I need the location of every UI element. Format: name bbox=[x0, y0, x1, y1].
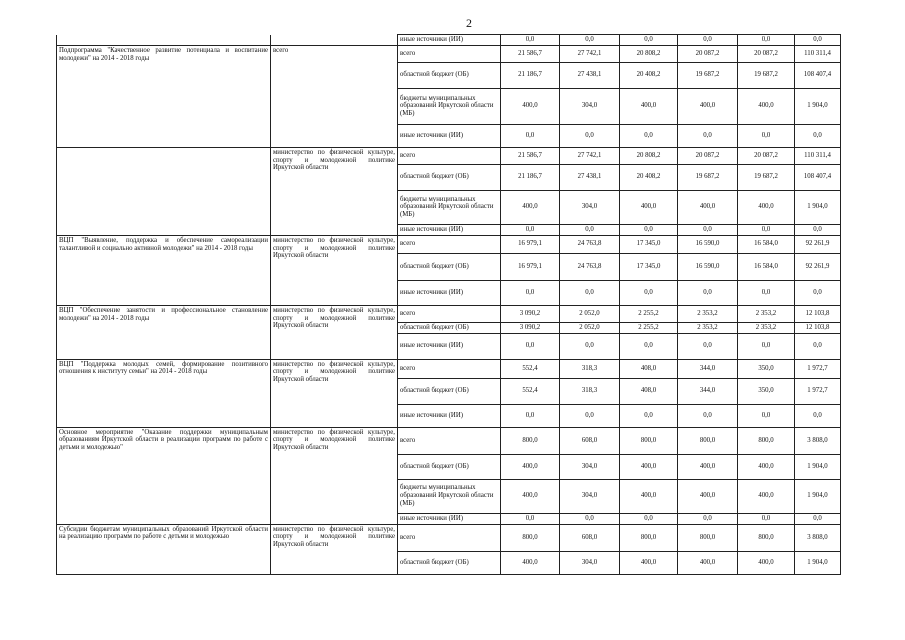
year-value-cell: 20 087,2 bbox=[678, 147, 738, 164]
year-value-cell: 344,0 bbox=[678, 359, 738, 378]
year-value-cell: 0,0 bbox=[501, 35, 560, 46]
total-value-cell: 0,0 bbox=[795, 513, 841, 524]
program-name-cell: Субсидии бюджетам муниципальных образований Иркутской области на реализацию программ по работе с детьми и молодежью bbox=[57, 524, 271, 574]
year-value-cell: 408,0 bbox=[620, 359, 678, 378]
year-value-cell: 2 052,0 bbox=[560, 322, 620, 333]
year-value-cell: 344,0 bbox=[678, 378, 738, 404]
year-value-cell: 21 186,7 bbox=[501, 164, 560, 190]
funding-source-cell: иные источники (ИИ) bbox=[398, 224, 501, 235]
funding-source-cell: всего bbox=[398, 359, 501, 378]
year-value-cell: 400,0 bbox=[620, 454, 678, 479]
total-value-cell: 12 103,8 bbox=[795, 305, 841, 322]
funding-source-cell: всего bbox=[398, 235, 501, 253]
year-value-cell: 20 808,2 bbox=[620, 45, 678, 62]
year-value-cell: 400,0 bbox=[678, 88, 738, 124]
year-value-cell: 19 687,2 bbox=[678, 164, 738, 190]
year-value-cell: 17 345,0 bbox=[620, 253, 678, 280]
responsible-executor-cell: министерство по физической культуре, спорту и молодежной политике Иркутской области bbox=[271, 427, 398, 524]
total-value-cell: 3 808,0 bbox=[795, 427, 841, 454]
year-value-cell: 304,0 bbox=[560, 190, 620, 224]
year-value-cell: 0,0 bbox=[560, 404, 620, 427]
year-value-cell: 304,0 bbox=[560, 479, 620, 513]
year-value-cell: 24 763,8 bbox=[560, 235, 620, 253]
funding-source-cell: областной бюджет (ОБ) bbox=[398, 62, 501, 88]
year-value-cell: 0,0 bbox=[560, 224, 620, 235]
year-value-cell: 408,0 bbox=[620, 378, 678, 404]
year-value-cell: 21 186,7 bbox=[501, 62, 560, 88]
year-value-cell: 16 590,0 bbox=[678, 235, 738, 253]
year-value-cell: 0,0 bbox=[678, 224, 738, 235]
year-value-cell: 20 087,2 bbox=[738, 147, 795, 164]
total-value-cell: 1 972,7 bbox=[795, 359, 841, 378]
year-value-cell: 0,0 bbox=[501, 513, 560, 524]
year-value-cell: 400,0 bbox=[620, 551, 678, 574]
year-value-cell: 800,0 bbox=[620, 427, 678, 454]
year-value-cell: 0,0 bbox=[560, 513, 620, 524]
funding-source-cell: бюджеты муниципальных образований Иркутской области (МБ) bbox=[398, 479, 501, 513]
table-row bbox=[57, 359, 841, 378]
total-value-cell: 1 904,0 bbox=[795, 88, 841, 124]
year-value-cell: 0,0 bbox=[620, 280, 678, 305]
year-value-cell: 2 353,2 bbox=[738, 322, 795, 333]
year-value-cell: 400,0 bbox=[738, 88, 795, 124]
total-value-cell: 1 904,0 bbox=[795, 190, 841, 224]
funding-source-cell: областной бюджет (ОБ) bbox=[398, 454, 501, 479]
funding-source-cell: всего bbox=[398, 147, 501, 164]
year-value-cell: 16 584,0 bbox=[738, 235, 795, 253]
responsible-cell-empty bbox=[271, 35, 398, 46]
year-value-cell: 0,0 bbox=[678, 333, 738, 359]
total-value-cell: 1 904,0 bbox=[795, 551, 841, 574]
year-value-cell: 350,0 bbox=[738, 359, 795, 378]
funding-source-cell: бюджеты муниципальных образований Иркутской области (МБ) bbox=[398, 190, 501, 224]
funding-source-cell: областной бюджет (ОБ) bbox=[398, 253, 501, 280]
table-row bbox=[57, 305, 841, 322]
year-value-cell: 0,0 bbox=[678, 513, 738, 524]
year-value-cell: 400,0 bbox=[620, 479, 678, 513]
year-value-cell: 16 979,1 bbox=[501, 253, 560, 280]
funding-source-cell: областной бюджет (ОБ) bbox=[398, 322, 501, 333]
responsible-executor-cell: министерство по физической культуре, спорту и молодежной политике Иркутской области bbox=[271, 235, 398, 305]
year-value-cell: 400,0 bbox=[738, 190, 795, 224]
total-value-cell: 1 972,7 bbox=[795, 378, 841, 404]
year-value-cell: 0,0 bbox=[501, 404, 560, 427]
year-value-cell: 3 090,2 bbox=[501, 305, 560, 322]
year-value-cell: 0,0 bbox=[501, 333, 560, 359]
total-value-cell: 0,0 bbox=[795, 124, 841, 147]
year-value-cell: 0,0 bbox=[620, 224, 678, 235]
funding-source-cell: всего bbox=[398, 524, 501, 551]
year-value-cell: 400,0 bbox=[501, 88, 560, 124]
total-value-cell: 92 261,9 bbox=[795, 235, 841, 253]
year-value-cell: 800,0 bbox=[678, 524, 738, 551]
year-value-cell: 0,0 bbox=[560, 124, 620, 147]
year-value-cell: 27 438,1 bbox=[560, 62, 620, 88]
year-value-cell: 16 979,1 bbox=[501, 235, 560, 253]
year-value-cell: 20 087,2 bbox=[738, 45, 795, 62]
year-value-cell: 27 438,1 bbox=[560, 164, 620, 190]
program-name-cell: Основное мероприятие "Оказание поддержки муниципальным образованиям Иркутской области в реализации программ по работе с детьми и молодежью" bbox=[57, 427, 271, 524]
responsible-executor-cell: министерство по физической культуре, спорту и молодежной политике Иркутской области bbox=[271, 147, 398, 235]
total-value-cell: 0,0 bbox=[795, 404, 841, 427]
year-value-cell: 400,0 bbox=[501, 190, 560, 224]
year-value-cell: 0,0 bbox=[560, 280, 620, 305]
year-value-cell: 350,0 bbox=[738, 378, 795, 404]
year-value-cell: 27 742,1 bbox=[560, 147, 620, 164]
year-value-cell: 0,0 bbox=[678, 280, 738, 305]
total-value-cell: 108 407,4 bbox=[795, 164, 841, 190]
program-name-cell bbox=[57, 147, 271, 235]
year-value-cell: 16 590,0 bbox=[678, 253, 738, 280]
year-value-cell: 0,0 bbox=[501, 280, 560, 305]
year-value-cell: 400,0 bbox=[678, 454, 738, 479]
year-value-cell: 17 345,0 bbox=[620, 235, 678, 253]
year-value-cell: 400,0 bbox=[738, 551, 795, 574]
year-value-cell: 552,4 bbox=[501, 359, 560, 378]
year-value-cell: 0,0 bbox=[678, 404, 738, 427]
table-row bbox=[57, 35, 841, 46]
year-value-cell: 400,0 bbox=[620, 190, 678, 224]
year-value-cell: 400,0 bbox=[501, 551, 560, 574]
year-value-cell: 608,0 bbox=[560, 524, 620, 551]
table-row bbox=[57, 235, 841, 253]
year-value-cell: 21 586,7 bbox=[501, 45, 560, 62]
year-value-cell: 400,0 bbox=[620, 88, 678, 124]
year-value-cell: 400,0 bbox=[678, 190, 738, 224]
funding-source-cell: иные источники (ИИ) bbox=[398, 404, 501, 427]
responsible-executor-cell: всего bbox=[271, 45, 398, 147]
year-value-cell: 20 408,2 bbox=[620, 62, 678, 88]
year-value-cell: 400,0 bbox=[678, 551, 738, 574]
total-value-cell: 0,0 bbox=[795, 224, 841, 235]
year-value-cell: 2 052,0 bbox=[560, 305, 620, 322]
total-value-cell: 92 261,9 bbox=[795, 253, 841, 280]
year-value-cell: 0,0 bbox=[560, 35, 620, 46]
year-value-cell: 304,0 bbox=[560, 551, 620, 574]
year-value-cell: 27 742,1 bbox=[560, 45, 620, 62]
year-value-cell: 0,0 bbox=[620, 513, 678, 524]
year-value-cell: 400,0 bbox=[738, 479, 795, 513]
year-value-cell: 800,0 bbox=[501, 427, 560, 454]
year-value-cell: 19 687,2 bbox=[738, 164, 795, 190]
total-value-cell: 12 103,8 bbox=[795, 322, 841, 333]
year-value-cell: 2 255,2 bbox=[620, 322, 678, 333]
year-value-cell: 20 087,2 bbox=[678, 45, 738, 62]
year-value-cell: 800,0 bbox=[738, 427, 795, 454]
funding-source-cell: иные источники (ИИ) bbox=[398, 513, 501, 524]
year-value-cell: 400,0 bbox=[501, 454, 560, 479]
year-value-cell: 0,0 bbox=[738, 404, 795, 427]
year-value-cell: 400,0 bbox=[678, 479, 738, 513]
year-value-cell: 318,3 bbox=[560, 378, 620, 404]
year-value-cell: 304,0 bbox=[560, 88, 620, 124]
year-value-cell: 2 353,2 bbox=[678, 322, 738, 333]
program-name-cell: ВЦП "Обеспечение занятости и профессиональное становление молодежи" на 2014 - 2018 годы bbox=[57, 305, 271, 359]
year-value-cell: 2 255,2 bbox=[620, 305, 678, 322]
year-value-cell: 19 687,2 bbox=[678, 62, 738, 88]
budget-table bbox=[56, 34, 841, 575]
funding-source-cell: иные источники (ИИ) bbox=[398, 280, 501, 305]
funding-source-cell: иные источники (ИИ) bbox=[398, 35, 501, 46]
year-value-cell: 0,0 bbox=[738, 35, 795, 46]
table-row bbox=[57, 147, 841, 164]
year-value-cell: 16 584,0 bbox=[738, 253, 795, 280]
program-name-cell: Подпрограмма "Качественное развитие потенциала и воспитание молодежи" на 2014 - 2018 годы bbox=[57, 45, 271, 147]
year-value-cell: 0,0 bbox=[678, 35, 738, 46]
total-value-cell: 110 311,4 bbox=[795, 45, 841, 62]
page-number: 2 bbox=[466, 16, 472, 30]
total-value-cell: 110 311,4 bbox=[795, 147, 841, 164]
program-name-cell: ВЦП "Поддержка молодых семей, формирование позитивного отношения к институту семьи" на 2014 - 2018 годы bbox=[57, 359, 271, 427]
responsible-executor-cell: министерство по физической культуре, спорту и молодежной политике Иркутской области bbox=[271, 359, 398, 427]
total-value-cell: 1 904,0 bbox=[795, 454, 841, 479]
year-value-cell: 608,0 bbox=[560, 427, 620, 454]
year-value-cell: 2 353,2 bbox=[738, 305, 795, 322]
year-value-cell: 800,0 bbox=[501, 524, 560, 551]
table-row bbox=[57, 45, 841, 62]
year-value-cell: 0,0 bbox=[560, 333, 620, 359]
year-value-cell: 400,0 bbox=[738, 454, 795, 479]
year-value-cell: 0,0 bbox=[738, 124, 795, 147]
year-value-cell: 304,0 bbox=[560, 454, 620, 479]
funding-source-cell: иные источники (ИИ) bbox=[398, 333, 501, 359]
program-name-cell: ВЦП "Выявление, поддержка и обеспечение самореализации талантливой и социально активной молодежи" на 2014 - 2018 годы bbox=[57, 235, 271, 305]
year-value-cell: 0,0 bbox=[738, 224, 795, 235]
year-value-cell: 0,0 bbox=[501, 224, 560, 235]
program-cell-empty bbox=[57, 35, 271, 46]
funding-source-cell: областной бюджет (ОБ) bbox=[398, 378, 501, 404]
funding-source-cell: областной бюджет (ОБ) bbox=[398, 164, 501, 190]
year-value-cell: 318,3 bbox=[560, 359, 620, 378]
total-value-cell: 1 904,0 bbox=[795, 479, 841, 513]
responsible-executor-cell: министерство по физической культуре, спорту и молодежной политике Иркутской области bbox=[271, 305, 398, 359]
total-value-cell: 0,0 bbox=[795, 35, 841, 46]
year-value-cell: 0,0 bbox=[620, 124, 678, 147]
year-value-cell: 2 353,2 bbox=[678, 305, 738, 322]
funding-source-cell: иные источники (ИИ) bbox=[398, 124, 501, 147]
year-value-cell: 800,0 bbox=[620, 524, 678, 551]
funding-source-cell: всего bbox=[398, 305, 501, 322]
funding-source-cell: областной бюджет (ОБ) bbox=[398, 551, 501, 574]
table-row bbox=[57, 524, 841, 551]
total-value-cell: 3 808,0 bbox=[795, 524, 841, 551]
funding-source-cell: бюджеты муниципальных образований Иркутской области (МБ) bbox=[398, 88, 501, 124]
year-value-cell: 20 808,2 bbox=[620, 147, 678, 164]
year-value-cell: 19 687,2 bbox=[738, 62, 795, 88]
year-value-cell: 0,0 bbox=[620, 404, 678, 427]
year-value-cell: 800,0 bbox=[738, 524, 795, 551]
year-value-cell: 0,0 bbox=[738, 333, 795, 359]
year-value-cell: 0,0 bbox=[678, 124, 738, 147]
year-value-cell: 0,0 bbox=[738, 280, 795, 305]
year-value-cell: 0,0 bbox=[620, 35, 678, 46]
funding-source-cell: всего bbox=[398, 45, 501, 62]
table-row bbox=[57, 427, 841, 454]
year-value-cell: 552,4 bbox=[501, 378, 560, 404]
year-value-cell: 400,0 bbox=[501, 479, 560, 513]
year-value-cell: 3 090,2 bbox=[501, 322, 560, 333]
year-value-cell: 800,0 bbox=[678, 427, 738, 454]
responsible-executor-cell: министерство по физической культуре, спорту и молодежной политике Иркутской области bbox=[271, 524, 398, 574]
total-value-cell: 108 407,4 bbox=[795, 62, 841, 88]
year-value-cell: 0,0 bbox=[620, 333, 678, 359]
year-value-cell: 21 586,7 bbox=[501, 147, 560, 164]
funding-source-cell: всего bbox=[398, 427, 501, 454]
year-value-cell: 0,0 bbox=[738, 513, 795, 524]
total-value-cell: 0,0 bbox=[795, 333, 841, 359]
total-value-cell: 0,0 bbox=[795, 280, 841, 305]
year-value-cell: 20 408,2 bbox=[620, 164, 678, 190]
year-value-cell: 24 763,8 bbox=[560, 253, 620, 280]
year-value-cell: 0,0 bbox=[501, 124, 560, 147]
